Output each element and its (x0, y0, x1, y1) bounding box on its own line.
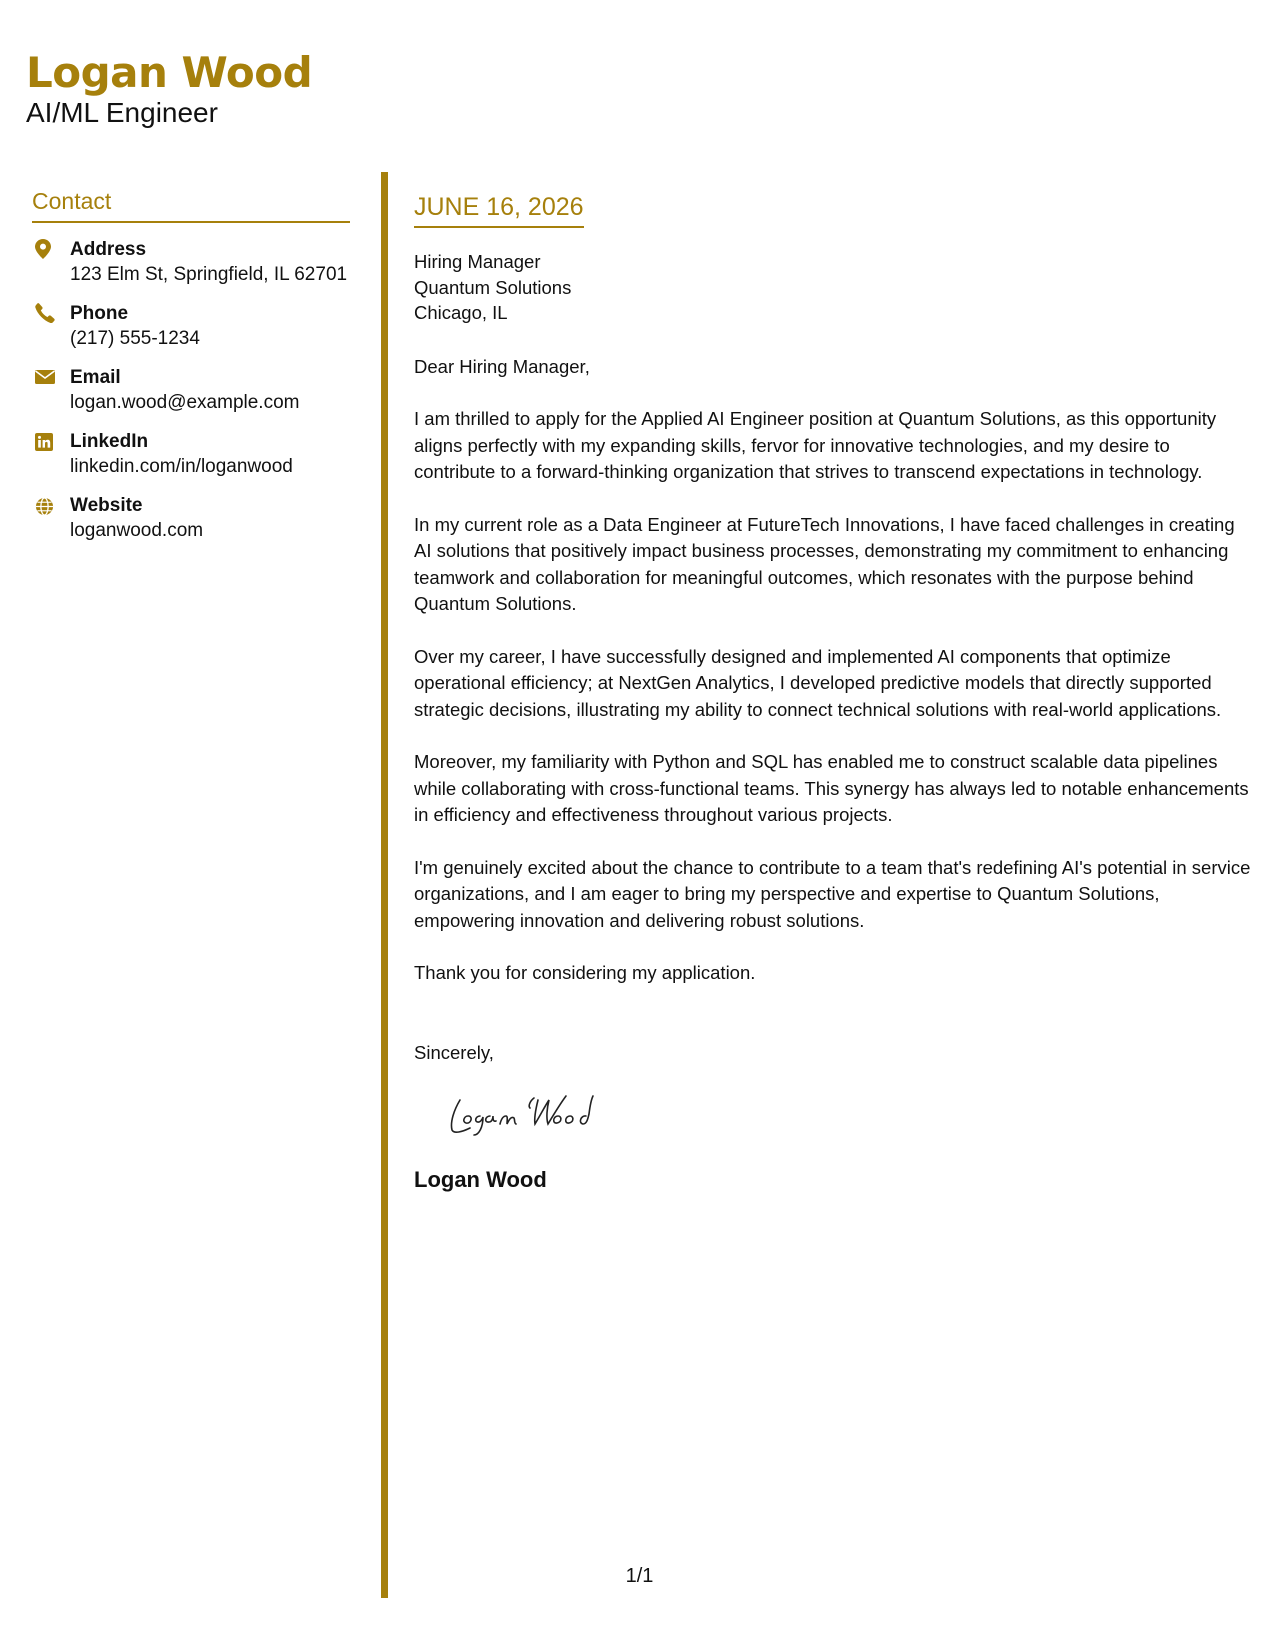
linkedin-icon (32, 429, 70, 479)
closing: Sincerely, (414, 1041, 494, 1063)
page-number (0, 1565, 1275, 1588)
body-paragraph: I am thrilled to apply for the Applied AI Engineer position at Quantum Solutions, as this opportunity aligns perfectly with my expanding skills, fervor for innovative technologies, and my desire to contribute to a forward-thinking organization that strives to transcend expectations in technology. (414, 408, 1217, 482)
envelope-icon (32, 365, 70, 415)
page-number-text: 1/1 (625, 1565, 654, 1587)
address-value: 123 Elm St, Springfield, IL 62701 (70, 264, 348, 285)
resume-header (26, 48, 312, 130)
recipient-block (414, 249, 1254, 326)
email-value: logan.wood@example.com (70, 392, 300, 413)
contact-label: Address (70, 239, 147, 260)
contact-label: Email (70, 367, 121, 388)
contact-sidebar (32, 188, 350, 543)
cover-letter-body (414, 192, 1254, 1194)
contact-item-email (32, 365, 350, 415)
contact-label: Phone (70, 303, 129, 324)
recipient-line: Hiring Manager (414, 251, 541, 272)
phone-value: (217) 555-1234 (70, 328, 200, 349)
website-value: loganwood.com (70, 520, 204, 541)
contact-item-phone (32, 301, 350, 351)
contact-label: Website (70, 495, 143, 516)
vertical-divider (381, 172, 388, 1598)
contact-label: LinkedIn (70, 431, 149, 452)
applicant-name: Logan Wood (26, 48, 313, 97)
salutation: Dear Hiring Manager, (414, 355, 590, 377)
phone-icon (32, 301, 70, 351)
contact-item-address (32, 237, 350, 287)
thank-you-line: Thank you for considering my application. (414, 962, 756, 983)
body-paragraph: Over my career, I have successfully designed and implemented AI components that optimize operational efficiency; at NextGen Analytics, I developed predictive models that directly supported strategic decisions, illustrating my ability to connect technical solutions with real-world applications. (414, 645, 1222, 720)
body-paragraph: Moreover, my familiarity with Python and SQL has enabled me to construct scalable data pipelines while collaborating with cross-functional teams. This synergy has always led to notable enhancements in efficiency and effectiveness throughout various projects. (414, 751, 1249, 825)
contact-item-linkedin (32, 429, 350, 479)
body-paragraph: I'm genuinely excited about the chance to contribute to a team that's redefining AI's potential in service organizations, and I am eager to bring my perspective and expertise to Quantum Solutions, empowering innovation and delivering robust solutions. (414, 856, 1251, 931)
signed-name: Logan Wood (414, 1167, 547, 1192)
recipient-line: Chicago, IL (414, 302, 508, 323)
contact-item-website (32, 493, 350, 543)
linkedin-value: linkedin.com/in/loganwood (70, 456, 293, 477)
body-paragraph: In my current role as a Data Engineer at FutureTech Innovations, I have faced challenges in creating AI solutions that positively impact business processes, demonstrating my commitment to enhancing teamwork and collaboration for meaningful outcomes, which resonates with the purpose behind Quantum Solutions. (414, 513, 1235, 614)
applicant-role: AI/ML Engineer (26, 97, 218, 128)
contact-title: Contact (32, 188, 350, 223)
recipient-line: Quantum Solutions (414, 276, 572, 298)
globe-icon (32, 493, 70, 543)
map-pin-icon (32, 237, 70, 287)
handwritten-signature (446, 1090, 646, 1142)
letter-date: JUNE 16, 2026 (414, 192, 584, 228)
